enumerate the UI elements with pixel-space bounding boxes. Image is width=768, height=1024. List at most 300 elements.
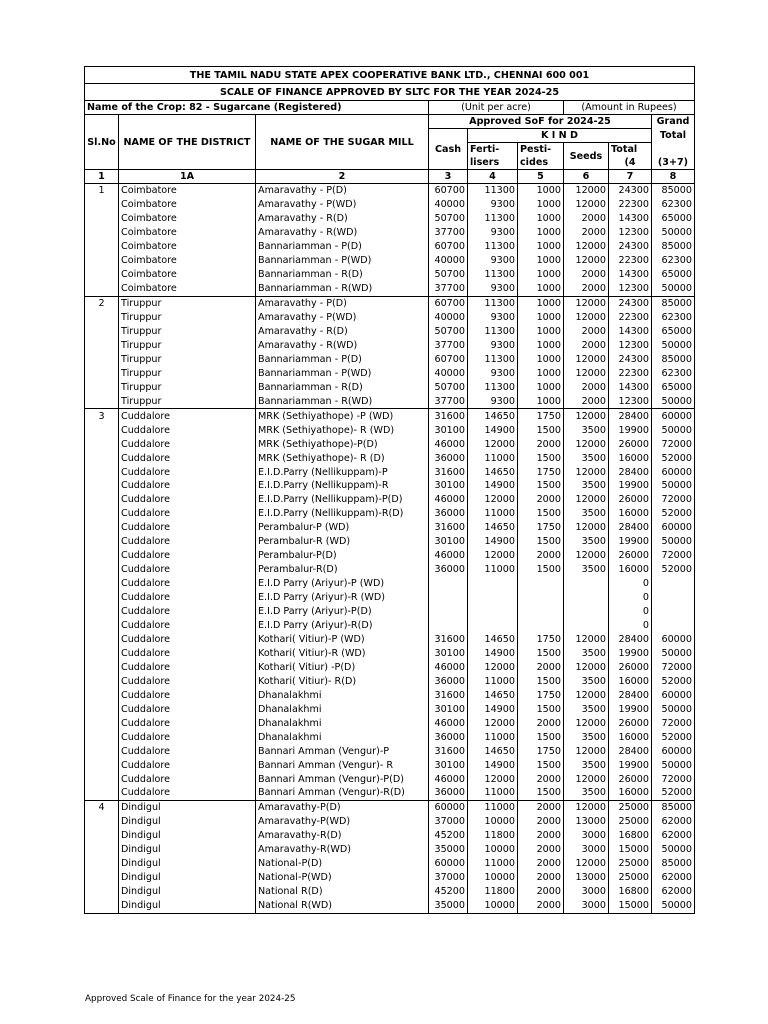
seeds-cell <box>564 591 609 605</box>
table-row <box>85 744 695 758</box>
table-row <box>85 437 695 451</box>
district-cell: Coimbatore <box>119 226 256 240</box>
district-cell: Cuddalore <box>119 716 256 730</box>
col-district-header: NAME OF THE DISTRICT <box>119 115 256 170</box>
total-cell: 16000 <box>609 674 652 688</box>
cash-cell: 36000 <box>429 451 468 465</box>
table-row <box>85 549 695 563</box>
seeds-cell: 2000 <box>564 380 609 394</box>
fertilisers-cell: 10000 <box>468 843 518 857</box>
pesticides-cell: 1500 <box>518 507 564 521</box>
cash-cell: 60000 <box>429 857 468 871</box>
district-cell: Tiruppur <box>119 325 256 339</box>
total-cell: 19900 <box>609 646 652 660</box>
fertilisers-cell <box>468 577 518 591</box>
district-cell: Tiruppur <box>119 366 256 380</box>
sl-no-cell <box>85 702 119 716</box>
table-row <box>85 605 695 619</box>
district-cell: Cuddalore <box>119 423 256 437</box>
table-row <box>85 772 695 786</box>
fertilisers-cell: 12000 <box>468 772 518 786</box>
table-row <box>85 591 695 605</box>
col-mill-header: NAME OF THE SUGAR MILL <box>256 115 429 170</box>
seeds-cell: 3500 <box>564 702 609 716</box>
pesticides-cell: 1500 <box>518 786 564 800</box>
sl-no-cell <box>85 507 119 521</box>
sugar-mill-cell: Dhanalakhmi <box>256 716 429 730</box>
fertilisers-cell: 9300 <box>468 394 518 408</box>
col-grand-header-4: (3+7) <box>652 156 695 170</box>
sugar-mill-cell: Bannariamman - R(WD) <box>256 282 429 296</box>
sugar-mill-cell: Kothari( Vitiur)-R (WD) <box>256 646 429 660</box>
table-row <box>85 619 695 633</box>
district-cell: Cuddalore <box>119 437 256 451</box>
district-cell: Cuddalore <box>119 702 256 716</box>
cash-cell: 60700 <box>429 184 468 198</box>
sl-no-cell <box>85 493 119 507</box>
pesticides-cell: 1000 <box>518 240 564 254</box>
sl-no-cell <box>85 815 119 829</box>
pesticides-cell: 1750 <box>518 633 564 647</box>
seeds-cell: 12000 <box>564 240 609 254</box>
fertilisers-cell: 14650 <box>468 744 518 758</box>
fertilisers-cell: 11300 <box>468 240 518 254</box>
fertilisers-cell: 9300 <box>468 226 518 240</box>
total-cell: 24300 <box>609 296 652 310</box>
seeds-cell: 3500 <box>564 423 609 437</box>
pesticides-cell <box>518 577 564 591</box>
fertilisers-cell: 11300 <box>468 212 518 226</box>
cash-cell: 46000 <box>429 549 468 563</box>
seeds-cell: 12000 <box>564 521 609 535</box>
total-cell: 19900 <box>609 758 652 772</box>
district-cell: Tiruppur <box>119 338 256 352</box>
total-cell: 22300 <box>609 366 652 380</box>
pesticides-cell <box>518 619 564 633</box>
seeds-cell: 3500 <box>564 535 609 549</box>
sugar-mill-cell: Amaravathy - R(D) <box>256 212 429 226</box>
seeds-cell: 2000 <box>564 226 609 240</box>
total-cell: 26000 <box>609 493 652 507</box>
district-cell: Tiruppur <box>119 394 256 408</box>
grand-total-cell: 65000 <box>652 212 695 226</box>
district-cell: Dindigul <box>119 815 256 829</box>
district-cell: Cuddalore <box>119 409 256 423</box>
total-cell: 14300 <box>609 325 652 339</box>
sl-no-cell <box>85 535 119 549</box>
table-row <box>85 730 695 744</box>
colnum-4: 4 <box>468 170 518 184</box>
pesticides-cell: 1500 <box>518 451 564 465</box>
sugar-mill-cell: MRK (Sethiyathope)-P(D) <box>256 437 429 451</box>
fertilisers-cell: 11300 <box>468 352 518 366</box>
cash-cell: 31600 <box>429 521 468 535</box>
pesticides-cell <box>518 605 564 619</box>
sugar-mill-cell: Bannari Amman (Vengur)- R <box>256 758 429 772</box>
table-row <box>85 633 695 647</box>
district-cell: Dindigul <box>119 899 256 913</box>
fertilisers-cell: 9300 <box>468 282 518 296</box>
table-row <box>85 660 695 674</box>
cash-cell: 60700 <box>429 296 468 310</box>
seeds-cell: 13000 <box>564 871 609 885</box>
fertilisers-cell: 9300 <box>468 311 518 325</box>
sugar-mill-cell: Kothari( Vitiur) -P(D) <box>256 660 429 674</box>
grand-total-cell: 52000 <box>652 730 695 744</box>
pesticides-cell: 1000 <box>518 226 564 240</box>
table-row <box>85 240 695 254</box>
district-cell: Coimbatore <box>119 254 256 268</box>
fertilisers-cell: 10000 <box>468 815 518 829</box>
page-footer: Approved Scale of Finance for the year 2024-25 <box>85 994 296 1004</box>
sl-no-cell <box>85 871 119 885</box>
sugar-mill-cell: Perambalur-R (WD) <box>256 535 429 549</box>
district-cell: Tiruppur <box>119 296 256 310</box>
sl-no-cell <box>85 660 119 674</box>
table-row <box>85 674 695 688</box>
pesticides-cell <box>518 591 564 605</box>
table-row <box>85 226 695 240</box>
pesticides-cell: 2000 <box>518 871 564 885</box>
sl-no-cell <box>85 325 119 339</box>
cash-cell: 60700 <box>429 352 468 366</box>
sugar-mill-cell: MRK (Sethiyathope)- R (D) <box>256 451 429 465</box>
table-row <box>85 268 695 282</box>
grand-total-cell: 62300 <box>652 254 695 268</box>
pesticides-cell: 2000 <box>518 549 564 563</box>
total-cell: 16000 <box>609 563 652 577</box>
fertilisers-cell <box>468 619 518 633</box>
table-row <box>85 507 695 521</box>
seeds-cell: 12000 <box>564 633 609 647</box>
fertilisers-cell: 14900 <box>468 535 518 549</box>
colnum-6: 6 <box>564 170 609 184</box>
total-cell: 14300 <box>609 380 652 394</box>
sugar-mill-cell: Bannariamman - P(D) <box>256 240 429 254</box>
total-cell: 19900 <box>609 702 652 716</box>
pesticides-cell: 1500 <box>518 535 564 549</box>
grand-total-cell: 60000 <box>652 409 695 423</box>
sugar-mill-cell: E.I.D.Parry (Nellikuppam)-P <box>256 465 429 479</box>
col-total-header-2: (4 <box>609 156 652 170</box>
table-row <box>85 716 695 730</box>
sugar-mill-cell: Amaravathy - P(WD) <box>256 198 429 212</box>
col-total-header-1: Total <box>609 143 652 157</box>
pesticides-cell: 1000 <box>518 338 564 352</box>
pesticides-cell: 2000 <box>518 716 564 730</box>
district-cell: Cuddalore <box>119 646 256 660</box>
grand-total-cell <box>652 577 695 591</box>
table-row <box>85 899 695 913</box>
fertilisers-cell: 12000 <box>468 660 518 674</box>
total-cell: 22300 <box>609 254 652 268</box>
colnum-8: 8 <box>652 170 695 184</box>
cash-cell: 37700 <box>429 394 468 408</box>
cash-cell: 37700 <box>429 282 468 296</box>
table-row <box>85 212 695 226</box>
grand-total-cell: 62300 <box>652 198 695 212</box>
district-cell: Coimbatore <box>119 282 256 296</box>
fertilisers-cell: 14900 <box>468 758 518 772</box>
seeds-cell: 3500 <box>564 507 609 521</box>
table-row <box>85 338 695 352</box>
sugar-mill-cell: E.I.D Parry (Ariyur)-R (WD) <box>256 591 429 605</box>
cash-cell: 30100 <box>429 702 468 716</box>
grand-total-cell: 72000 <box>652 660 695 674</box>
sugar-mill-cell: Amaravathy - R(D) <box>256 325 429 339</box>
seeds-cell: 2000 <box>564 394 609 408</box>
cash-cell: 60000 <box>429 800 468 814</box>
fertilisers-cell: 12000 <box>468 437 518 451</box>
seeds-cell: 12000 <box>564 311 609 325</box>
table-row <box>85 885 695 899</box>
fertilisers-cell: 11000 <box>468 507 518 521</box>
sl-no-cell: 4 <box>85 800 119 814</box>
total-cell: 28400 <box>609 744 652 758</box>
table-row <box>85 311 695 325</box>
sugar-mill-cell: MRK (Sethiyathope)- R (WD) <box>256 423 429 437</box>
sugar-mill-cell: Amaravathy-P(WD) <box>256 815 429 829</box>
sl-no-cell <box>85 311 119 325</box>
seeds-cell: 3000 <box>564 899 609 913</box>
sl-no-cell <box>85 605 119 619</box>
grand-total-cell: 85000 <box>652 296 695 310</box>
cash-cell: 46000 <box>429 772 468 786</box>
table-row <box>85 465 695 479</box>
pesticides-cell: 1750 <box>518 465 564 479</box>
total-cell: 28400 <box>609 688 652 702</box>
grand-total-cell: 85000 <box>652 857 695 871</box>
cash-cell: 45200 <box>429 829 468 843</box>
fertilisers-cell: 14650 <box>468 521 518 535</box>
grand-total-cell: 52000 <box>652 563 695 577</box>
table-row <box>85 563 695 577</box>
cash-cell <box>429 577 468 591</box>
table-row <box>85 829 695 843</box>
sugar-mill-cell: Bannari Amman (Vengur)-R(D) <box>256 786 429 800</box>
pesticides-cell: 2000 <box>518 437 564 451</box>
grand-total-cell: 60000 <box>652 688 695 702</box>
seeds-cell: 2000 <box>564 212 609 226</box>
cash-cell: 50700 <box>429 212 468 226</box>
grand-total-cell <box>652 605 695 619</box>
col-pest-header-1: Pesti- <box>518 143 564 157</box>
seeds-cell: 12000 <box>564 296 609 310</box>
seeds-cell: 3000 <box>564 829 609 843</box>
pesticides-cell: 1500 <box>518 702 564 716</box>
sugar-mill-cell: Bannariamman - P(WD) <box>256 254 429 268</box>
cash-cell: 40000 <box>429 311 468 325</box>
grand-total-cell: 72000 <box>652 549 695 563</box>
grand-total-cell: 50000 <box>652 702 695 716</box>
cash-cell: 50700 <box>429 268 468 282</box>
total-cell: 12300 <box>609 226 652 240</box>
cash-cell: 36000 <box>429 674 468 688</box>
cash-cell: 40000 <box>429 198 468 212</box>
total-cell: 24300 <box>609 352 652 366</box>
pesticides-cell: 2000 <box>518 815 564 829</box>
fertilisers-cell: 9300 <box>468 254 518 268</box>
table-row <box>85 800 695 814</box>
grand-total-cell: 60000 <box>652 465 695 479</box>
fertilisers-cell: 11300 <box>468 380 518 394</box>
col-pest-header-2: cides <box>518 156 564 170</box>
cash-cell: 30100 <box>429 423 468 437</box>
cash-cell: 46000 <box>429 660 468 674</box>
total-cell: 22300 <box>609 311 652 325</box>
district-cell: Cuddalore <box>119 688 256 702</box>
fertilisers-cell: 11000 <box>468 451 518 465</box>
pesticides-cell: 2000 <box>518 899 564 913</box>
cash-cell: 30100 <box>429 479 468 493</box>
pesticides-cell: 1750 <box>518 409 564 423</box>
total-cell: 28400 <box>609 465 652 479</box>
grand-total-cell: 52000 <box>652 507 695 521</box>
cash-cell: 36000 <box>429 563 468 577</box>
sugar-mill-cell: Bannari Amman (Vengur)-P <box>256 744 429 758</box>
pesticides-cell: 1000 <box>518 212 564 226</box>
total-cell: 24300 <box>609 184 652 198</box>
sl-no-cell <box>85 268 119 282</box>
seeds-cell: 2000 <box>564 282 609 296</box>
approved-sof-header: Approved SoF for 2024-25 <box>429 115 652 129</box>
kind-header: K I N D <box>468 129 652 143</box>
grand-total-cell: 50000 <box>652 899 695 913</box>
cash-cell: 50700 <box>429 380 468 394</box>
pesticides-cell: 1000 <box>518 296 564 310</box>
district-cell: Coimbatore <box>119 268 256 282</box>
grand-total-cell: 60000 <box>652 633 695 647</box>
fertilisers-cell: 11800 <box>468 829 518 843</box>
pesticides-cell: 1750 <box>518 744 564 758</box>
seeds-cell: 12000 <box>564 800 609 814</box>
sl-no-cell <box>85 254 119 268</box>
district-cell: Dindigul <box>119 843 256 857</box>
pesticides-cell: 1000 <box>518 268 564 282</box>
cash-cell: 31600 <box>429 633 468 647</box>
grand-total-cell: 85000 <box>652 184 695 198</box>
fertilisers-cell: 11300 <box>468 325 518 339</box>
cash-cell: 31600 <box>429 688 468 702</box>
cash-cell: 31600 <box>429 744 468 758</box>
table-row <box>85 352 695 366</box>
pesticides-cell: 1500 <box>518 479 564 493</box>
total-cell: 15000 <box>609 843 652 857</box>
seeds-cell: 12000 <box>564 465 609 479</box>
pesticides-cell: 2000 <box>518 885 564 899</box>
district-cell: Cuddalore <box>119 633 256 647</box>
grand-total-cell: 50000 <box>652 394 695 408</box>
sl-no-cell <box>85 772 119 786</box>
district-cell: Tiruppur <box>119 311 256 325</box>
table-row <box>85 198 695 212</box>
col-grand-header-1: Grand <box>652 115 695 129</box>
fertilisers-cell: 12000 <box>468 493 518 507</box>
fertilisers-cell: 9300 <box>468 366 518 380</box>
sugar-mill-cell: Bannari Amman (Vengur)-P(D) <box>256 772 429 786</box>
sl-no-cell <box>85 451 119 465</box>
fertilisers-cell: 14900 <box>468 646 518 660</box>
district-cell: Dindigul <box>119 857 256 871</box>
grand-total-cell: 62000 <box>652 829 695 843</box>
seeds-cell: 12000 <box>564 716 609 730</box>
sugar-mill-cell: E.I.D Parry (Ariyur)-P (WD) <box>256 577 429 591</box>
cash-cell: 50700 <box>429 325 468 339</box>
col-fert-header-1: Ferti- <box>468 143 518 157</box>
seeds-cell: 12000 <box>564 366 609 380</box>
col-seeds-header: Seeds <box>564 143 609 170</box>
colnum-1: 1 <box>85 170 119 184</box>
total-cell: 16000 <box>609 451 652 465</box>
seeds-cell: 2000 <box>564 268 609 282</box>
sugar-mill-cell: National-P(WD) <box>256 871 429 885</box>
fertilisers-cell: 14650 <box>468 633 518 647</box>
sugar-mill-cell: Dhanalakhmi <box>256 730 429 744</box>
pesticides-cell: 2000 <box>518 660 564 674</box>
table-row <box>85 451 695 465</box>
cash-cell: 40000 <box>429 366 468 380</box>
fertilisers-cell: 10000 <box>468 871 518 885</box>
cash-cell: 35000 <box>429 899 468 913</box>
seeds-cell: 12000 <box>564 688 609 702</box>
sl-no-cell <box>85 226 119 240</box>
pesticides-cell: 1000 <box>518 282 564 296</box>
total-cell: 26000 <box>609 437 652 451</box>
total-cell: 26000 <box>609 716 652 730</box>
district-cell: Cuddalore <box>119 535 256 549</box>
seeds-cell: 12000 <box>564 352 609 366</box>
district-cell: Cuddalore <box>119 479 256 493</box>
grand-total-cell <box>652 591 695 605</box>
pesticides-cell: 1000 <box>518 394 564 408</box>
total-cell: 19900 <box>609 423 652 437</box>
cash-cell: 30100 <box>429 758 468 772</box>
fertilisers-cell: 14900 <box>468 702 518 716</box>
pesticides-cell: 2000 <box>518 800 564 814</box>
table-row <box>85 815 695 829</box>
cash-cell: 46000 <box>429 716 468 730</box>
fertilisers-cell: 11800 <box>468 885 518 899</box>
seeds-cell: 3500 <box>564 674 609 688</box>
total-cell: 28400 <box>609 409 652 423</box>
district-cell: Cuddalore <box>119 549 256 563</box>
sugar-mill-cell: Amaravathy-R(WD) <box>256 843 429 857</box>
sugar-mill-cell: E.I.D Parry (Ariyur)-P(D) <box>256 605 429 619</box>
seeds-cell: 12000 <box>564 772 609 786</box>
seeds-cell: 12000 <box>564 549 609 563</box>
sl-no-cell: 1 <box>85 184 119 198</box>
table-row <box>85 296 695 310</box>
grand-total-cell: 50000 <box>652 535 695 549</box>
fertilisers-cell: 11300 <box>468 296 518 310</box>
cash-cell: 37000 <box>429 871 468 885</box>
grand-total-cell: 50000 <box>652 843 695 857</box>
fertilisers-cell: 14650 <box>468 465 518 479</box>
total-cell: 26000 <box>609 549 652 563</box>
seeds-cell: 3500 <box>564 563 609 577</box>
grand-total-cell: 72000 <box>652 772 695 786</box>
sl-no-cell <box>85 786 119 800</box>
pesticides-cell: 1000 <box>518 311 564 325</box>
grand-total-cell: 50000 <box>652 423 695 437</box>
sugar-mill-cell: Perambalur-P (WD) <box>256 521 429 535</box>
cash-cell: 30100 <box>429 646 468 660</box>
colnum-1a: 1A <box>119 170 256 184</box>
table-row <box>85 380 695 394</box>
pesticides-cell: 1000 <box>518 325 564 339</box>
grand-total-cell: 72000 <box>652 493 695 507</box>
grand-total-cell: 62000 <box>652 885 695 899</box>
